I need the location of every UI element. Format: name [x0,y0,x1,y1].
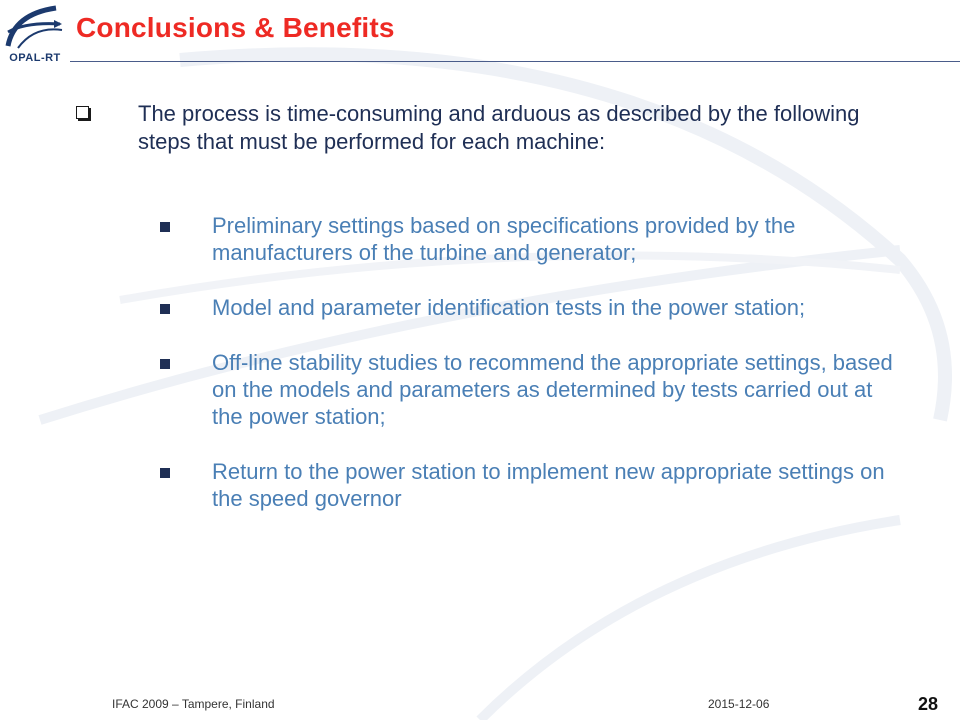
list-item [160,212,900,266]
intro-bullet [76,100,896,156]
title-divider [70,61,960,62]
step-list [160,212,900,540]
page-number: 28 [918,694,939,714]
list-item-text: Model and parameter identification tests in the power station; [212,295,806,320]
footer-date: 2015-12-06 [708,697,770,711]
list-item [160,294,900,321]
slide-title: Conclusions & Benefits [76,12,395,43]
list-item [160,349,900,430]
logo-wordmark: OPAL-RT [9,52,61,64]
list-item-text: Off-line stability studies to recommend the appropriate settings, based on the models and parameters as determined by tests carried out at the power station; [212,350,893,429]
footer-event: IFAC 2009 – Tampere, Finland [112,697,275,711]
list-item-text: Return to the power station to implement new appropriate settings on the speed governor [212,459,885,511]
intro-text: The process is time-consuming and arduous as described by the following steps that must be performed for each machine: [138,101,860,154]
list-item-text: Preliminary settings based on specifications provided by the manufacturers of the turbine and generator; [212,213,796,265]
square-bullet-icon [160,359,170,369]
list-item [160,458,900,512]
square-bullet-icon [160,304,170,314]
square-bullet-icon [160,468,170,478]
square-bullet-icon [160,222,170,232]
checkbox-bullet-icon [76,106,89,119]
